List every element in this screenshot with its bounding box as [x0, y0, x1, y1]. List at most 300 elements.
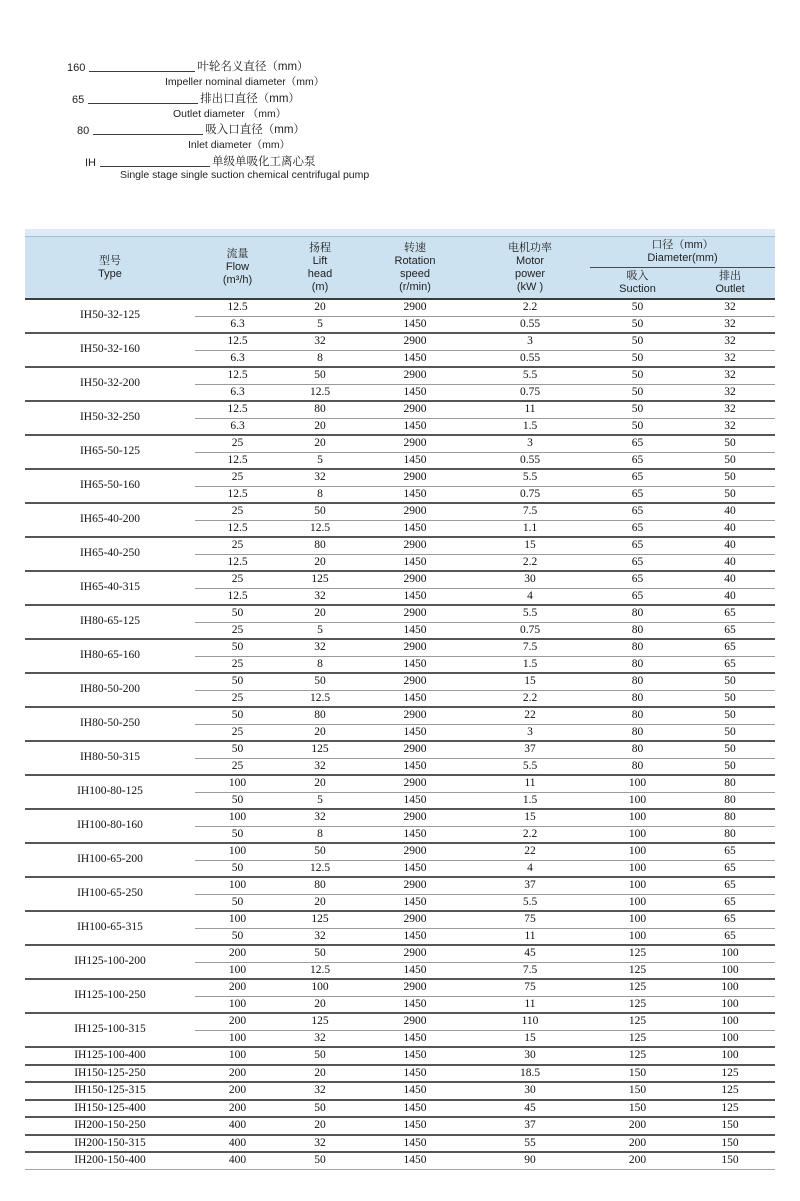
value-cell: 50: [685, 707, 775, 724]
value-cell: 50: [685, 673, 775, 690]
value-cell: 65: [685, 656, 775, 673]
col-header-lift-head: 扬程 Lift head (m): [280, 237, 360, 299]
value-cell: 100: [590, 826, 685, 843]
value-cell: 5.5: [470, 758, 590, 775]
value-cell: 80: [590, 758, 685, 775]
value-cell: 100: [590, 877, 685, 894]
value-cell: 2900: [360, 979, 470, 996]
value-cell: 150: [685, 1135, 775, 1153]
value-cell: 50: [280, 503, 360, 520]
value-cell: 200: [590, 1152, 685, 1169]
table-row: [25, 1100, 775, 1118]
table-row: [25, 911, 775, 928]
legend-item-outlet: [25, 90, 545, 122]
value-cell: 5: [280, 792, 360, 809]
value-cell: 200: [195, 1013, 280, 1030]
table-row: [25, 877, 775, 894]
value-cell: 400: [195, 1135, 280, 1153]
value-cell: 18.5: [470, 1065, 590, 1083]
value-cell: 2900: [403, 301, 427, 313]
legend-label-en: Single stage single suction chemical centrifugal pump: [120, 168, 370, 181]
table-row: [25, 469, 775, 486]
value-cell: 20: [314, 301, 326, 313]
value-cell: 40: [685, 503, 775, 520]
value-cell: 65: [590, 520, 685, 537]
value-cell: 125: [280, 911, 360, 928]
value-cell: 1450: [360, 1030, 470, 1047]
value-cell: 1450: [360, 384, 470, 401]
value-cell: 65: [590, 588, 685, 605]
value-cell: 1450: [360, 1152, 470, 1169]
value-cell: 100: [590, 911, 685, 928]
value-cell: 6.3: [195, 350, 280, 367]
value-cell: 3: [470, 724, 590, 741]
value-cell: 0.75: [470, 622, 590, 639]
value-cell: 125: [685, 1082, 775, 1100]
value-cell: 20: [280, 724, 360, 741]
table-row: [25, 843, 775, 860]
value-cell: 32: [280, 758, 360, 775]
value-cell: 30: [470, 1047, 590, 1065]
pump-model-cell: IH100-65-200: [25, 843, 195, 877]
pump-model-cell: IH125-100-400: [25, 1047, 195, 1065]
value-cell: 125: [280, 571, 360, 588]
value-cell: 80: [280, 537, 360, 554]
value-cell: 11: [470, 401, 590, 418]
value-cell: 50: [280, 1100, 360, 1118]
pump-model-cell: IH100-65-250: [25, 877, 195, 911]
value-cell: 50: [685, 486, 775, 503]
pump-model-cell: IH80-50-250: [25, 707, 195, 741]
value-cell: 80: [280, 877, 360, 894]
pump-spec-table-wrap: [25, 229, 775, 1170]
value-cell: 2900: [360, 945, 470, 962]
pump-model-cell: IH80-65-160: [25, 639, 195, 673]
value-cell: 1450: [360, 520, 470, 537]
value-cell: 25: [195, 435, 280, 452]
value-cell: 25: [195, 690, 280, 707]
value-cell: 65: [590, 537, 685, 554]
value-cell: 3: [470, 333, 590, 350]
legend-label-cn: 排出口直径（mm）: [200, 92, 300, 105]
value-cell: 100: [590, 860, 685, 877]
value-cell: 32: [280, 928, 360, 945]
value-cell: 65: [590, 469, 685, 486]
value-cell: 20: [280, 418, 360, 435]
value-cell: 50: [195, 741, 280, 758]
value-cell: 65: [685, 860, 775, 877]
value-cell: 20: [280, 1065, 360, 1083]
value-cell: 50: [685, 724, 775, 741]
table-row: [25, 1152, 775, 1169]
value-cell: 200: [195, 1100, 280, 1118]
value-cell: 40: [685, 520, 775, 537]
value-cell: 32: [280, 1030, 360, 1047]
table-header-strip: [25, 229, 775, 237]
value-cell: 100: [590, 792, 685, 809]
pump-model-cell: IH125-100-200: [25, 945, 195, 979]
value-cell: 37: [470, 877, 590, 894]
value-cell: 45: [470, 1100, 590, 1118]
legend-label-en: Outlet diameter （mm）: [173, 107, 287, 120]
value-cell: 30: [470, 1082, 590, 1100]
value-cell: 50: [280, 945, 360, 962]
value-cell: 25: [195, 656, 280, 673]
value-cell: 12.5: [195, 367, 280, 384]
value-cell: 1450: [360, 996, 470, 1013]
value-cell: 1450: [360, 724, 470, 741]
value-cell: 1.5: [470, 418, 590, 435]
value-cell: 0.75: [470, 384, 590, 401]
value-cell: 12.5: [195, 401, 280, 418]
value-cell: 75: [470, 911, 590, 928]
legend-item-series: [25, 153, 545, 185]
table-row: [25, 775, 775, 792]
value-cell: 6.3: [195, 418, 280, 435]
pump-model-cell: IH100-65-315: [25, 911, 195, 945]
pump-model-cell: IH80-65-125: [25, 605, 195, 639]
value-cell: 2900: [360, 605, 470, 622]
value-cell: 80: [590, 707, 685, 724]
col-header-outlet: 排出 Outlet: [685, 268, 775, 300]
value-cell: 1450: [360, 418, 470, 435]
table-row: [25, 503, 775, 520]
value-cell: 1450: [360, 588, 470, 605]
legend-code: IH: [85, 156, 96, 169]
value-cell: 65: [685, 911, 775, 928]
value-cell: 1450: [360, 656, 470, 673]
value-cell: 65: [590, 452, 685, 469]
value-cell: 100: [195, 809, 280, 826]
col-header-flow: 流量 Flow (m³/h): [195, 237, 280, 299]
value-cell: 5.5: [470, 367, 590, 384]
value-cell: 2900: [360, 571, 470, 588]
value-cell: 2.2: [470, 554, 590, 571]
value-cell: 1450: [360, 928, 470, 945]
value-cell: 20: [280, 1117, 360, 1135]
value-cell: 2900: [360, 707, 470, 724]
value-cell: 30: [470, 571, 590, 588]
value-cell: 200: [195, 1065, 280, 1083]
legend-label-cn: 吸入口直径（mm）: [205, 124, 305, 136]
value-cell: 25: [195, 622, 280, 639]
value-cell: 12.5: [195, 520, 280, 537]
table-row: [25, 1082, 775, 1100]
value-cell: 2900: [360, 367, 470, 384]
value-cell: 50: [280, 843, 360, 860]
value-cell: 50: [685, 758, 775, 775]
table-row: [25, 707, 775, 724]
value-cell: 25: [195, 758, 280, 775]
value-cell: 6.3: [195, 384, 280, 401]
value-cell: 80: [685, 775, 775, 792]
value-cell: 12.5: [195, 554, 280, 571]
value-cell: 5: [280, 622, 360, 639]
value-cell: 100: [195, 911, 280, 928]
value-cell: 1450: [360, 1100, 470, 1118]
value-cell: 50: [590, 384, 685, 401]
value-cell: 40: [685, 588, 775, 605]
value-cell: 80: [685, 826, 775, 843]
value-cell: 80: [590, 724, 685, 741]
table-row: [25, 809, 775, 826]
pump-model-cell: IH65-40-250: [25, 537, 195, 571]
value-cell: 125: [590, 1013, 685, 1030]
value-cell: 2900: [360, 503, 470, 520]
value-cell: 12.5: [280, 690, 360, 707]
value-cell: 125: [685, 1065, 775, 1083]
value-cell: 50: [280, 673, 360, 690]
value-cell: 5.5: [470, 469, 590, 486]
pump-model-cell: IH50-32-160: [25, 333, 195, 367]
value-cell: 40: [685, 554, 775, 571]
legend-connector-line: [88, 103, 198, 104]
table-row: [25, 333, 775, 350]
value-cell: 8: [280, 826, 360, 843]
pump-model-cell: IH200-150-315: [25, 1135, 195, 1153]
value-cell: 15: [470, 673, 590, 690]
value-cell: 125: [590, 1030, 685, 1047]
value-cell: 65: [685, 877, 775, 894]
value-cell: 50: [195, 707, 280, 724]
value-cell: 32: [280, 1082, 360, 1100]
legend-item-inlet: [25, 121, 545, 153]
value-cell: 20: [280, 894, 360, 911]
value-cell: 2900: [360, 911, 470, 928]
legend-label-cn: 叶轮名义直径（mm）: [197, 61, 309, 73]
value-cell: 32: [724, 301, 736, 313]
value-cell: 12.5: [280, 860, 360, 877]
value-cell: 1450: [360, 1082, 470, 1100]
value-cell: 15: [470, 537, 590, 554]
value-cell: 110: [470, 1013, 590, 1030]
value-cell: 12.5: [195, 452, 280, 469]
value-cell: 25: [195, 537, 280, 554]
value-cell: 15: [470, 809, 590, 826]
value-cell: 0.55: [470, 452, 590, 469]
value-cell: 1450: [360, 690, 470, 707]
legend-connector-line: [89, 71, 195, 72]
value-cell: 12.5: [280, 520, 360, 537]
value-cell: 80: [280, 707, 360, 724]
value-cell: 100: [685, 979, 775, 996]
value-cell: 5: [280, 316, 360, 333]
value-cell: 80: [685, 809, 775, 826]
value-cell: 80: [590, 639, 685, 656]
value-cell: 125: [590, 945, 685, 962]
value-cell: 100: [685, 962, 775, 979]
value-cell: 55: [470, 1135, 590, 1153]
value-cell: 1450: [360, 486, 470, 503]
table-row: [25, 367, 775, 384]
value-cell: 1.5: [470, 656, 590, 673]
value-cell: 100: [195, 996, 280, 1013]
legend-label-en: Inlet diameter（mm）: [188, 139, 291, 151]
table-row: [25, 299, 775, 316]
table-row: [25, 401, 775, 418]
value-cell: 22: [470, 707, 590, 724]
value-cell: 100: [195, 843, 280, 860]
value-cell: 50: [195, 860, 280, 877]
value-cell: 20: [280, 996, 360, 1013]
model-code-legend: [25, 58, 545, 184]
value-cell: 11: [470, 928, 590, 945]
value-cell: 80: [590, 690, 685, 707]
value-cell: 2.2: [522, 301, 538, 313]
value-cell: 20: [280, 775, 360, 792]
value-cell: 80: [590, 605, 685, 622]
value-cell: 20: [280, 554, 360, 571]
value-cell: 100: [195, 1047, 280, 1065]
value-cell: 2900: [360, 741, 470, 758]
value-cell: 12.5: [195, 588, 280, 605]
value-cell: 150: [590, 1100, 685, 1118]
table-row: [25, 1065, 775, 1083]
value-cell: 0.55: [470, 350, 590, 367]
value-cell: 80: [590, 656, 685, 673]
value-cell: 65: [590, 503, 685, 520]
value-cell: 50: [590, 367, 685, 384]
value-cell: 50: [631, 301, 644, 313]
value-cell: 2900: [360, 673, 470, 690]
pump-model-cell: IH50-32-200: [25, 367, 195, 401]
value-cell: 50: [590, 350, 685, 367]
value-cell: 125: [590, 979, 685, 996]
value-cell: 12.5: [280, 384, 360, 401]
value-cell: 1450: [360, 1135, 470, 1153]
value-cell: 25: [195, 571, 280, 588]
value-cell: 2900: [360, 639, 470, 656]
value-cell: 0.75: [470, 486, 590, 503]
value-cell: 100: [195, 775, 280, 792]
value-cell: 20: [280, 605, 360, 622]
table-body: [25, 299, 775, 1169]
value-cell: 2900: [360, 401, 470, 418]
value-cell: 4: [470, 860, 590, 877]
value-cell: 8: [280, 656, 360, 673]
value-cell: 15: [470, 1030, 590, 1047]
col-header-rotation-speed: 转速 Rotation speed (r/min): [360, 237, 470, 299]
value-cell: 1450: [360, 1065, 470, 1083]
value-cell: 2900: [360, 1013, 470, 1030]
value-cell: 50: [280, 1047, 360, 1065]
value-cell: 1450: [360, 554, 470, 571]
value-cell: 100: [590, 775, 685, 792]
value-cell: 200: [590, 1117, 685, 1135]
table-row: [25, 571, 775, 588]
value-cell: 50: [685, 452, 775, 469]
value-cell: 32: [280, 588, 360, 605]
value-cell: 12.5: [195, 486, 280, 503]
legend-code: 80: [77, 125, 90, 137]
value-cell: 65: [590, 486, 685, 503]
value-cell: 100: [195, 962, 280, 979]
table-row: [25, 605, 775, 622]
value-cell: 100: [685, 996, 775, 1013]
value-cell: 100: [590, 928, 685, 945]
value-cell: 50: [685, 741, 775, 758]
value-cell: 125: [590, 1047, 685, 1065]
value-cell: 2900: [360, 877, 470, 894]
col-header-suction: 吸入 Suction: [590, 268, 685, 300]
value-cell: 32: [685, 401, 775, 418]
table-row: [25, 435, 775, 452]
value-cell: 1450: [360, 452, 470, 469]
value-cell: 80: [590, 741, 685, 758]
col-header-type: 型号 Type: [25, 237, 195, 299]
value-cell: 80: [590, 622, 685, 639]
value-cell: 5.5: [470, 605, 590, 622]
value-cell: 2900: [360, 333, 470, 350]
value-cell: 125: [685, 1100, 775, 1118]
pump-model-cell: IH125-100-250: [25, 979, 195, 1013]
value-cell: 65: [685, 928, 775, 945]
value-cell: 150: [590, 1065, 685, 1083]
value-cell: 200: [590, 1135, 685, 1153]
value-cell: 32: [685, 384, 775, 401]
value-cell: 2900: [360, 537, 470, 554]
value-cell: 5.5: [470, 894, 590, 911]
value-cell: 50: [685, 469, 775, 486]
value-cell: 1450: [360, 1117, 470, 1135]
value-cell: 125: [280, 1013, 360, 1030]
table-header: [25, 237, 775, 299]
value-cell: 32: [685, 333, 775, 350]
table-row: [25, 537, 775, 554]
value-cell: 1450: [360, 758, 470, 775]
value-cell: 50: [685, 690, 775, 707]
pump-model-cell: IH80-50-315: [25, 741, 195, 775]
value-cell: 1450: [360, 894, 470, 911]
value-cell: 125: [280, 741, 360, 758]
value-cell: 1.1: [470, 520, 590, 537]
value-cell: 50: [195, 928, 280, 945]
value-cell: 40: [685, 571, 775, 588]
pump-spec-table: [25, 237, 775, 1170]
table-row: [25, 673, 775, 690]
value-cell: 65: [685, 843, 775, 860]
pump-model-cell: IH50-32-125: [79, 309, 141, 322]
value-cell: 90: [470, 1152, 590, 1169]
value-cell: 65: [685, 622, 775, 639]
value-cell: 200: [195, 1082, 280, 1100]
value-cell: 12.5: [195, 333, 280, 350]
value-cell: 400: [195, 1152, 280, 1169]
value-cell: 1.5: [470, 792, 590, 809]
value-cell: 50: [195, 894, 280, 911]
pump-model-cell: IH100-80-160: [25, 809, 195, 843]
value-cell: 75: [470, 979, 590, 996]
value-cell: 100: [195, 877, 280, 894]
legend-label-en: Impeller nominal diameter（mm）: [165, 76, 325, 88]
value-cell: 2900: [360, 843, 470, 860]
value-cell: 8: [280, 350, 360, 367]
pump-model-cell: IH150-125-315: [25, 1082, 195, 1100]
value-cell: 1450: [360, 350, 470, 367]
value-cell: 3: [470, 435, 590, 452]
pump-model-cell: IH100-80-125: [25, 775, 195, 809]
value-cell: 11: [470, 996, 590, 1013]
value-cell: 7.5: [470, 962, 590, 979]
value-cell: 32: [685, 350, 775, 367]
table-row: [25, 1013, 775, 1030]
value-cell: 1450: [360, 316, 470, 333]
value-cell: 50: [280, 1152, 360, 1169]
value-cell: 50: [195, 673, 280, 690]
value-cell: 4: [470, 588, 590, 605]
value-cell: 50: [590, 316, 685, 333]
value-cell: 50: [590, 418, 685, 435]
